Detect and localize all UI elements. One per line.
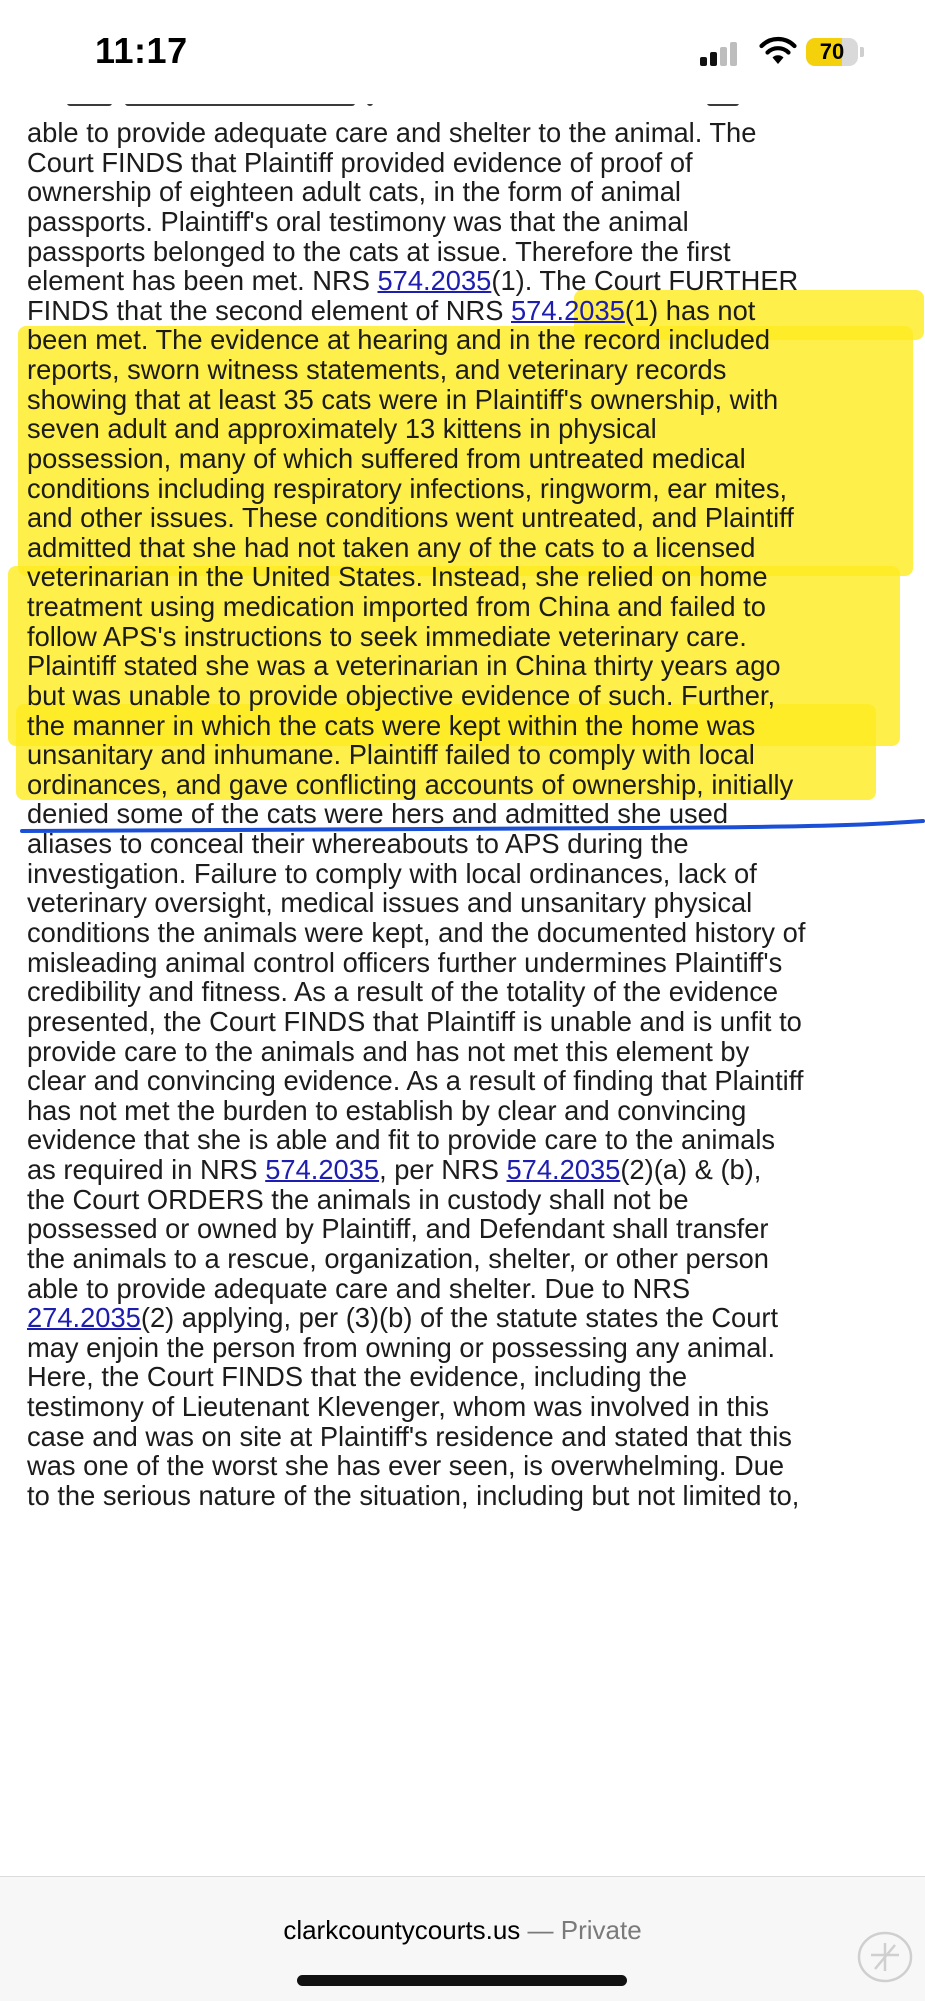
- text-segment: Court FINDS that Plaintiff provided evidence of proof of: [27, 146, 693, 178]
- wifi-icon: [758, 36, 798, 66]
- text-segment: (1). The Court FURTHER: [491, 265, 799, 297]
- text-segment: Here, the Court FINDS that the evidence, including the: [27, 1361, 688, 1393]
- text-segment: as required in NRS: [27, 1154, 266, 1186]
- text-segment: admitted that she had not taken any of the cats to a licensed: [27, 531, 756, 563]
- text-segment: credibility and fitness. As a result of the totality of the evidence: [27, 976, 779, 1008]
- statute-link[interactable]: 574.2035: [377, 265, 492, 297]
- text-segment: and other issues. These conditions went untreated, and Plaintiff: [27, 502, 794, 534]
- text-segment: (2) applying, per (3)(b) of the statute states the Court: [140, 1302, 779, 1334]
- text-segment: follow APS's instructions to seek immediate veterinary care.: [27, 620, 747, 652]
- text-segment: veterinary oversight, medical issues and unsanitary physical: [27, 887, 753, 919]
- statute-link[interactable]: 274.2035: [27, 1302, 141, 1334]
- address-field[interactable]: [0, 1915, 925, 1946]
- text-segment: passports. Plaintiff's oral testimony was that the animal: [27, 205, 689, 237]
- home-indicator[interactable]: [297, 1975, 627, 1986]
- text-segment: veterinarian in the United States. Instead, she relied on home: [27, 561, 768, 593]
- text-segment: clear and convincing evidence. As a result of finding that Plaintiff: [27, 1065, 804, 1097]
- text-segment: (2)(a) & (b),: [620, 1154, 762, 1186]
- battery-icon: [806, 38, 864, 68]
- text-segment: possession, many of which suffered from untreated medical: [27, 442, 746, 474]
- text-segment: aliases to conceal their whereabouts to APS during the: [27, 828, 689, 860]
- text-segment: seven adult and approximately 13 kittens in physical: [27, 413, 657, 445]
- text-segment: presented, the Court FINDS that Plaintiff is unable and is unfit to: [27, 1005, 802, 1037]
- text-segment: the animals to a rescue, organization, shelter, or other person: [27, 1242, 769, 1274]
- text-segment: (1) has not: [624, 294, 756, 326]
- text-segment: unsanitary and inhumane. Plaintiff failed to comply with local: [27, 739, 755, 771]
- text-segment: treatment using medication imported from China and failed to: [27, 591, 766, 623]
- statute-link[interactable]: 574.2035: [511, 294, 625, 326]
- text-segment: reports, sworn witness statements, and veterinary records: [27, 354, 727, 386]
- clipped-text-line: [27, 104, 887, 106]
- text-segment: showing that at least 35 cats were in Plaintiff's ownership, with: [27, 383, 779, 415]
- text-segment: ordinances, and gave conflicting accounts of ownership, initially: [27, 768, 794, 800]
- text-segment: Plaintiff stated she was a veterinarian in China thirty years ago: [27, 650, 781, 682]
- text-segment: conditions the animals were kept, and the documented history of: [27, 917, 806, 948]
- pen-underline-annotation: [20, 818, 925, 844]
- text-segment: element has been met. NRS: [27, 265, 378, 297]
- statute-link[interactable]: 574.2035: [265, 1154, 380, 1186]
- text-segment: , per NRS: [379, 1154, 507, 1186]
- text-segment: case and was on site at Plaintiff's residence and stated that this: [27, 1420, 792, 1452]
- text-segment: conditions including respiratory infections, ringworm, ear mites,: [27, 472, 788, 504]
- text-line: [27, 1477, 799, 1515]
- text-segment: denied some of the cats were hers and admitted she used: [27, 798, 729, 830]
- text-segment: but was unable to provide objective evidence of such. Further,: [27, 679, 776, 711]
- cellular-signal-icon: [700, 40, 746, 66]
- text-segment: the manner in which the cats were kept within the home was: [27, 709, 756, 741]
- text-segment: ownership of eighteen adult cats, in the form of animal: [27, 176, 681, 208]
- text-segment: been met. The evidence at hearing and in the record included: [27, 324, 771, 356]
- status-bar: [0, 0, 925, 100]
- site-domain: clarkcountycourts.us: [283, 1915, 521, 1945]
- text-segment: misleading animal control officers further undermines Plaintiff's: [27, 946, 783, 978]
- statute-link[interactable]: 574.2035: [506, 1154, 621, 1186]
- text-segment: investigation. Failure to comply with local ordinances, lack of: [27, 857, 757, 889]
- text-segment: able to provide adequate care and shelter to the animal. The: [27, 117, 757, 148]
- text-segment: was one of the worst she has ever seen, is overwhelming. Due: [27, 1450, 785, 1482]
- text-segment: the Court ORDERS the animals in custody shall not be: [27, 1183, 689, 1215]
- text-segment: evidence that she is able and fit to provide care to the animals: [27, 1124, 776, 1156]
- private-mode-label: — Private: [527, 1915, 642, 1945]
- text-segment: possessed or owned by Plaintiff, and Defendant shall transfer: [27, 1213, 769, 1245]
- status-time: 11:17: [95, 30, 188, 71]
- text-segment: provide care to the animals and has not met this element by: [27, 1035, 750, 1067]
- battery-percent: 70: [819, 39, 845, 64]
- text-segment: may enjoin the person from owning or possessing any animal.: [27, 1331, 776, 1363]
- watermark-logo-icon: [853, 1925, 917, 1995]
- text-segment: passports belonged to the cats at issue. Therefore the first: [27, 235, 731, 267]
- text-segment: FINDS that the second element of NRS: [27, 294, 511, 326]
- text-segment: to the serious nature of the situation, including but not limited to,: [27, 1479, 800, 1511]
- text-segment: testimony of Lieutenant Klevenger, whom was involved in this: [27, 1391, 769, 1423]
- text-segment: has not met the burden to establish by clear and convincing: [27, 1094, 747, 1126]
- document-viewport[interactable]: [0, 104, 925, 1876]
- browser-address-bar[interactable]: [0, 1876, 925, 2001]
- text-segment: able to provide adequate care and shelter. Due to NRS: [27, 1272, 691, 1304]
